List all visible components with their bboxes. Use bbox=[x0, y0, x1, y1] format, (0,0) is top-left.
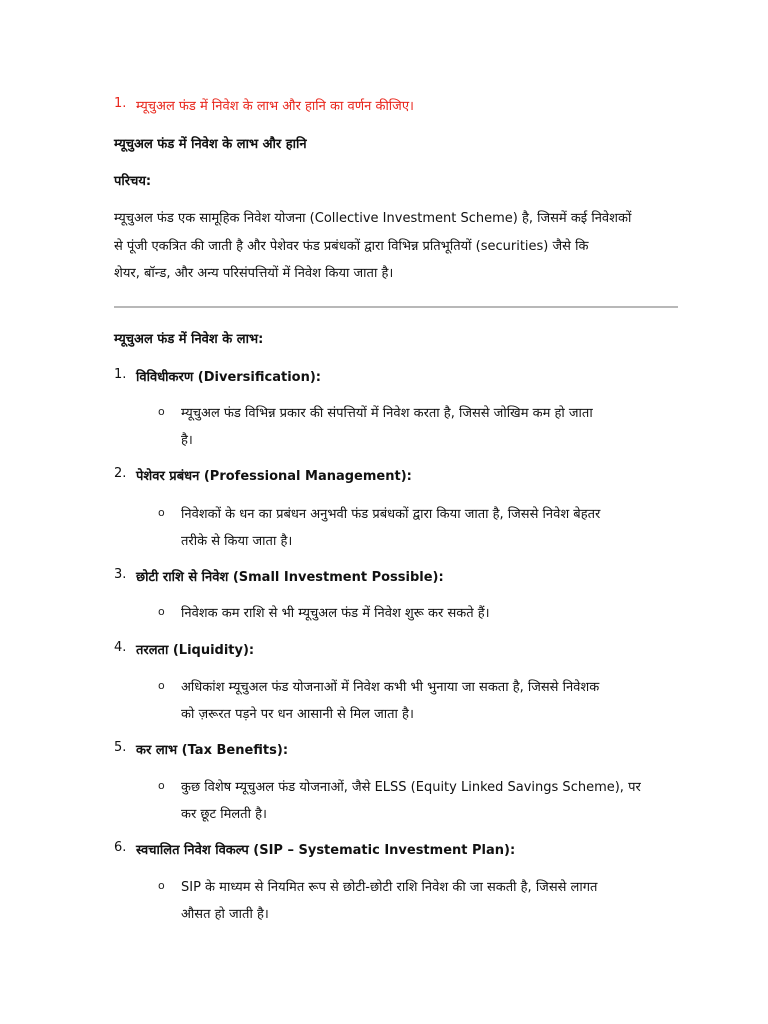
benefit-4-line-2: को ज़रूरत पड़ने पर धन आसानी से मिल जाता है। bbox=[181, 707, 414, 722]
intro-line-1: म्यूचुअल फंड एक सामूहिक निवेश योजना (Collective Investment Scheme) है, जिसमें कई निवेशकों bbox=[114, 211, 632, 226]
benefit-3-line-1: निवेशक कम राशि से भी म्यूचुअल फंड में निवेश शुरू कर सकते हैं। bbox=[181, 606, 490, 621]
benefit-5-number: 5. bbox=[114, 740, 127, 755]
benefit-2-title: पेशेवर प्रबंधन (Professional Management): bbox=[136, 469, 412, 484]
bullet-icon: o bbox=[158, 879, 165, 892]
bullet-icon: o bbox=[158, 405, 165, 418]
bullet-icon: o bbox=[158, 605, 165, 618]
intro-line-2: से पूंजी एकत्रित की जाती है और पेशेवर फंड प्रबंधकों द्वारा विभिन्न प्रतिभूतियों (securities) जैसे कि bbox=[114, 239, 589, 254]
intro-line-3: शेयर, बॉन्ड, और अन्य परिसंपत्तियों में निवेश किया जाता है। bbox=[114, 266, 394, 281]
benefit-3-number: 3. bbox=[114, 567, 127, 582]
benefit-6-line-2: औसत हो जाती है। bbox=[181, 907, 269, 922]
bullet-icon: o bbox=[158, 679, 165, 692]
main-heading: म्यूचुअल फंड में निवेश के लाभ और हानि bbox=[114, 137, 307, 152]
benefit-6-line-1: SIP के माध्यम से नियमित रूप से छोटी-छोटी राशि निवेश की जा सकती है, जिससे लागत bbox=[181, 880, 598, 895]
benefit-3-title: छोटी राशि से निवेश (Small Investment Possible): bbox=[136, 570, 444, 585]
benefits-heading: म्यूचुअल फंड में निवेश के लाभ: bbox=[114, 332, 264, 347]
benefit-1-title: विविधीकरण (Diversification): bbox=[136, 370, 321, 385]
benefit-1-line-1: म्यूचुअल फंड विभिन्न प्रकार की संपत्तियों में निवेश करता है, जिससे जोखिम कम हो जाता bbox=[181, 406, 593, 421]
benefit-4-title: तरलता (Liquidity): bbox=[136, 643, 255, 658]
benefit-5-line-1: कुछ विशेष म्यूचुअल फंड योजनाओं, जैसे ELSS (Equity Linked Savings Scheme), पर bbox=[181, 780, 641, 795]
benefit-5-title: कर लाभ (Tax Benefits): bbox=[136, 743, 289, 758]
benefit-2-line-1: निवेशकों के धन का प्रबंधन अनुभवी फंड प्रबंधकों द्वारा किया जाता है, जिससे निवेश बेहतर bbox=[181, 507, 601, 522]
benefit-2-line-2: तरीके से किया जाता है। bbox=[181, 534, 293, 549]
intro-label: परिचय: bbox=[114, 174, 152, 189]
benefit-5-line-2: कर छूट मिलती है। bbox=[181, 807, 267, 822]
benefit-1-line-2: है। bbox=[181, 433, 193, 448]
question-number: 1. bbox=[114, 96, 127, 111]
question-text: म्यूचुअल फंड में निवेश के लाभ और हानि का वर्णन कीजिए। bbox=[136, 99, 414, 114]
benefit-2-number: 2. bbox=[114, 466, 127, 481]
benefit-6-title: स्वचालित निवेश विकल्प (SIP – Systematic Investment Plan): bbox=[136, 843, 516, 858]
bullet-icon: o bbox=[158, 779, 165, 792]
benefit-4-number: 4. bbox=[114, 640, 127, 655]
horizontal-divider bbox=[114, 306, 678, 308]
benefit-6-number: 6. bbox=[114, 840, 127, 855]
bullet-icon: o bbox=[158, 506, 165, 519]
benefit-1-number: 1. bbox=[114, 367, 127, 382]
benefit-4-line-1: अधिकांश म्यूचुअल फंड योजनाओं में निवेश कभी भी भुनाया जा सकता है, जिससे निवेशक bbox=[181, 680, 600, 695]
